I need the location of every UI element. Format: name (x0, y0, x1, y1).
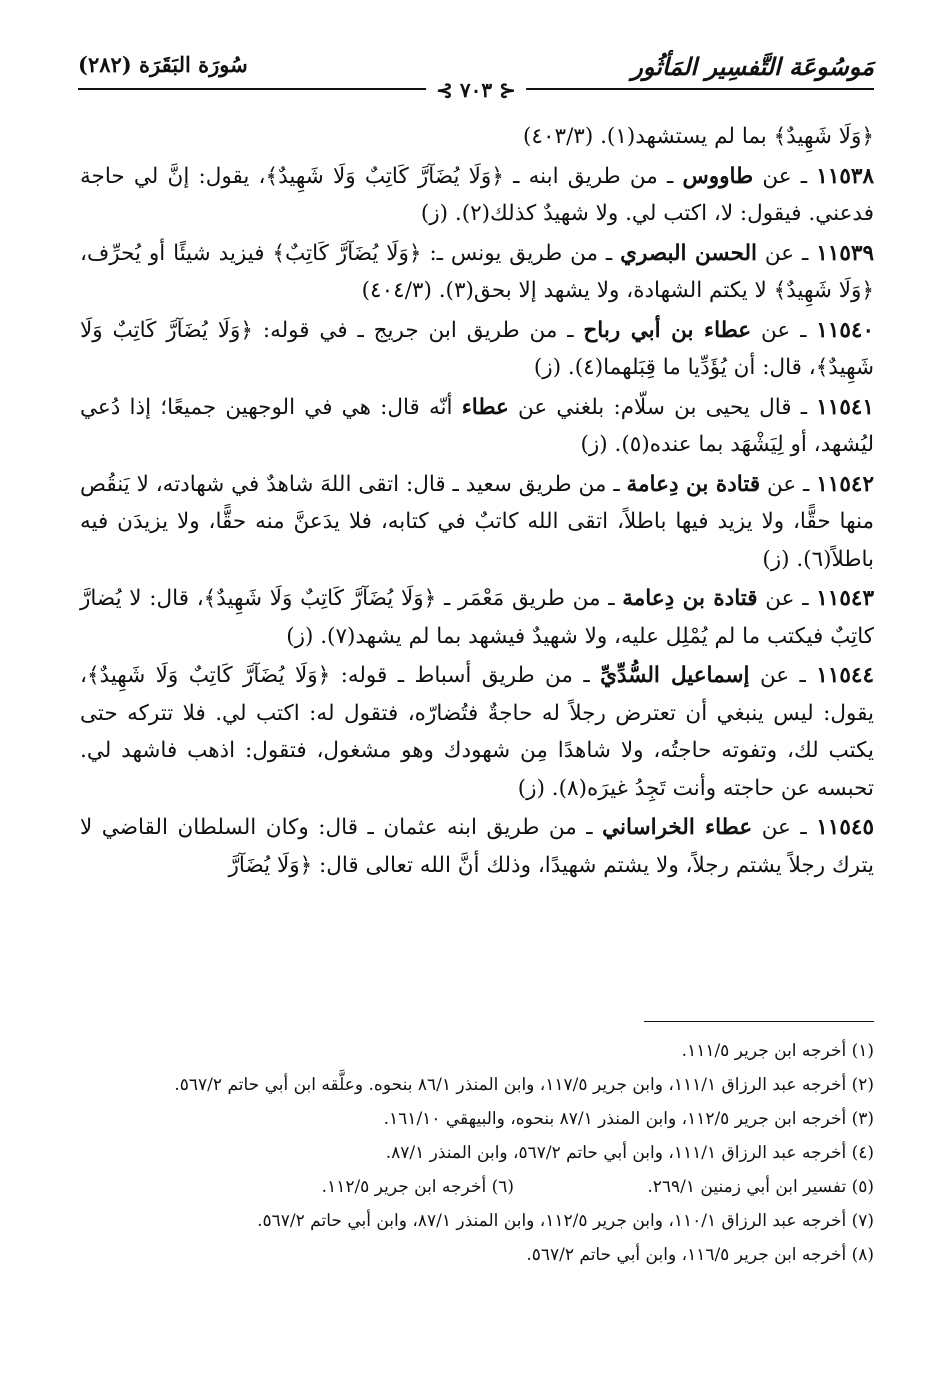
entry-number: ١١٥٤٢ (816, 471, 874, 497)
footnote: (٨) أخرجه ابن جرير ١١٦/٥، وابن أبي حاتم ٥٦٧/٢. (526, 1245, 874, 1265)
entry-number: ١١٥٤٥ (816, 815, 874, 840)
footnote: (٤) أخرجه عبد الرزاق ١١١/١، وابن أبي حاتم ٥٦٧/٢، وابن المنذر ٨٧/١. (385, 1143, 874, 1163)
footnote: (٢) أخرجه عبد الرزاق ١١١/١، وابن جرير ١١٧/٥، وابن المنذر ٨٦/١ بنحوه. وعلَّقه ابن أبي حاتم ٥٦٧/٢. (174, 1075, 874, 1095)
entry-number: ١١٥٣٨ (816, 163, 875, 189)
entry-number: ١١٥٣٩ (816, 240, 874, 266)
entry-11539 (80, 235, 874, 310)
entry-text: ﴿وَلَا شَهِيدٌ﴾ بما لم يستشهد(١). (٤٠٣/٣) (523, 124, 874, 149)
entry-pre: ـ عن (760, 471, 817, 497)
entry-continuation (80, 118, 874, 156)
page-number: ⊰ ٧٠٣ ⊱ (426, 78, 526, 102)
book-title: مَوسُوعَة التَّفسِير المَأثُور (631, 52, 874, 81)
footnote: (١) أخرجه ابن جرير ١١١/٥. (681, 1041, 874, 1061)
entry-number: ١١٥٤٣ (816, 586, 874, 611)
entry-11545 (80, 809, 874, 884)
entry-pre: ـ عن (751, 317, 817, 343)
running-header (78, 52, 874, 102)
narrator-name: الحسن البصري (620, 240, 757, 266)
entry-11543 (80, 580, 874, 655)
narrator-name: قتادة بن دِعامة (622, 586, 758, 611)
footnotes (80, 1034, 874, 1272)
narrator-name: عطاء بن أبي رباح (583, 317, 752, 343)
narrator-name: عطاء (461, 394, 509, 420)
entry-pre: ـ عن (753, 163, 817, 189)
footnote: (٧) أخرجه عبد الرزاق ١١٠/١، وابن جرير ١١٢/٥، وابن المنذر ٨٧/١، وابن أبي حاتم ٥٦٧/٢. (257, 1211, 874, 1231)
footnote: (٣) أخرجه ابن جرير ١١٢/٥، وابن المنذر ٨٧/١ بنحوه، والبيهقي ١٦١/١٠. (383, 1109, 874, 1129)
narrator-name: إسماعيل السُّدِّيِّ (600, 663, 750, 688)
entry-text: أنّه قال: هي في الوجهين جميعًا؛ إذا دُعي ليُشهد، أو لِيَشْهَد بما عنده(٥). (ز) (80, 394, 874, 457)
narrator-name: طاووس (682, 163, 754, 189)
narrator-name: عطاء الخراساني (602, 815, 753, 840)
entry-11540 (80, 312, 874, 387)
footnote-pair (80, 1170, 874, 1204)
entry-pre: ـ عن (757, 240, 817, 266)
entry-11538 (80, 158, 874, 233)
entry-11542 (80, 466, 874, 579)
entry-text: ـ من طريق ابنه ـ ﴿وَلَا يُضَآرَّ كَاتِبٌ وَلَا شَهِيدٌ﴾، يقول: إنَّ لي حاجة فدعني. فيقول: لا، اكتب لي. ولا شهيدٌ كذلك(٢). (ز) (80, 163, 874, 226)
entry-number: ١١٥٤٠ (816, 317, 875, 343)
entry-text: ـ من طريق يونس ـ: ﴿وَلَا يُضَآرَّ كَاتِبٌ﴾ فيزيد شيئًا أو يُحرِّف، ﴿وَلَا شَهِيدٌ﴾ لا يكتم الشهادة، ولا يشهد إلا بحق(٣). (٤٠٤/٣) (80, 240, 874, 303)
entry-11544 (80, 657, 874, 807)
entry-number: ١١٥٤١ (816, 394, 874, 420)
page-number-value: ٧٠٣ (459, 78, 493, 102)
entry-text: ـ من طريق سعيد ـ قال: اتقى اللهَ شاهدٌ في شهادته، لا يَنقُص منها حقًّا، ولا يزيد فيها باطلاً، اتقى الله كاتبٌ في كتابه، فلا يدَعنَّ منه حقًّا، ولا يزيدَن فيه باطلاً(٦). (ز) (80, 471, 874, 572)
entry-pre: ـ عن (749, 663, 817, 688)
entry-number: ١١٥٤٤ (816, 663, 875, 688)
entry-pre: ـ عن (757, 586, 817, 611)
entry-text: ـ من طريق أسباط ـ قوله: ﴿وَلَا يُضَآرَّ كَاتِبٌ وَلَا شَهِيدٌ﴾، يقول: ليس ينبغي أن تعترض رجلاً له حاجةٌ فتُضارّه، فتقول له: اكتب لي. فلا تتركه حتى يكتب لك، وتفوته حاجتُه، ولا شاهدًا مِن شهودك وهو مشغول، فتقول: اذهب فاشهد لي. تحبسه عن حاجته وأنت تَجِدُ غيرَه(٨). (ز) (80, 663, 874, 801)
narrator-name: قتادة بن دِعامة (626, 471, 761, 497)
entry-text: ـ من طريق مَعْمَر ـ ﴿وَلَا يُضَآرَّ كَاتِبٌ وَلَا شَهِيدٌ﴾، قال: لا يُضارَّ كاتِبٌ فيكتب ما لم يُمْلِل عليه، ولا شهيدٌ فيشهد بما لم يشهد(٧). (ز) (80, 586, 874, 649)
entry-text: ـ من طريق ابنه عثمان ـ قال: وكان السلطان القاضي لا يترك رجلاً يشتم رجلاً، ولا يشتم شهيدًا، وذلك أنَّ الله تعالى قال: ﴿وَلَا يُضَآرَّ (80, 815, 874, 878)
entry-pre: ـ قال يحيى بن سلّام: بلغني عن (508, 394, 817, 420)
entry-text: ـ من طريق ابن جريج ـ في قوله: ﴿وَلَا يُضَآرَّ كَاتِبٌ وَلَا شَهِيدٌ﴾، قال: أن يُؤَدِّيا ما قِبَلهما(٤). (ز) (80, 317, 874, 380)
entry-pre: ـ عن (752, 815, 817, 840)
footnote: (٦) أخرجه ابن جرير ١١٢/٥. (321, 1177, 514, 1197)
surah-label: سُورَة البَقَرَة (٢٨٢) (78, 52, 248, 77)
entry-11541 (80, 389, 874, 464)
footnote: (٥) تفسير ابن أبي زمنين ٢٦٩/١. (647, 1177, 874, 1197)
main-text (80, 118, 874, 886)
footnote-separator (644, 1021, 874, 1022)
